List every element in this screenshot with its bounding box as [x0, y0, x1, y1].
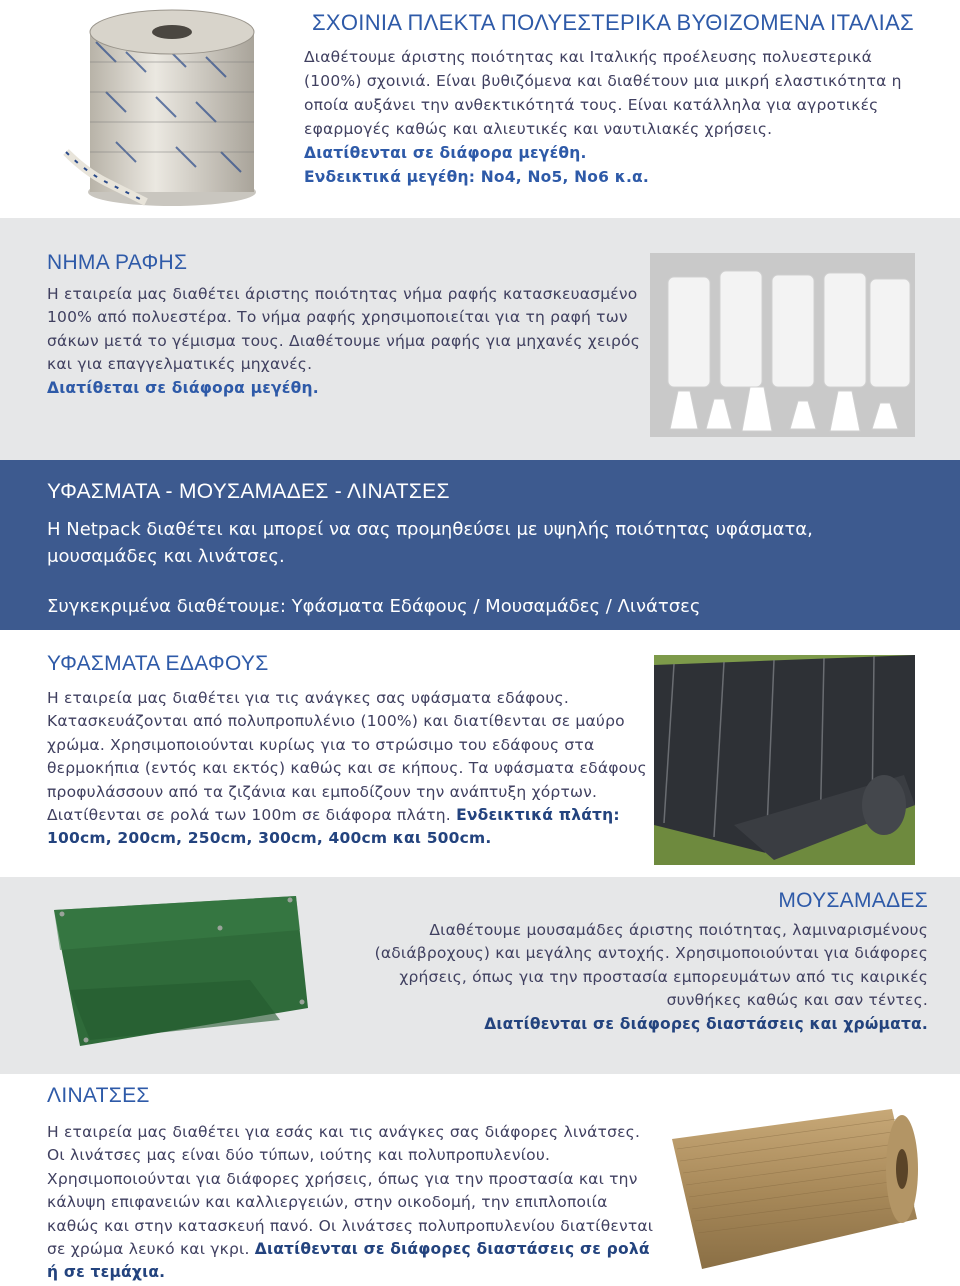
thread-availability: Διατίθεται σε διάφορα μεγέθη. [47, 378, 319, 397]
ground-widths: Ενδεικτικά πλάτη: 100cm, 200cm, 250cm, 300cm, 400cm και 500cm. [47, 806, 620, 848]
tarp-image [50, 890, 312, 1050]
rope-description-block [304, 45, 904, 189]
rope-availability: Διατίθενται σε διάφορα μεγέθη. [304, 144, 587, 162]
fabrics-banner [0, 460, 960, 630]
burlap-availability: Διατίθενται σε διάφορες διαστάσεις σε ρολά ή σε τεμάχια. [47, 1240, 650, 1282]
rope-spool-image [56, 2, 288, 212]
thread-description: Η εταιρεία μας διαθέτει άριστης ποιότητας νήμα ραφής κατασκευασμένο 100% από πολυεστέρα. Το νήμα ραφής χρησιμοποιείται για τη ραφή των σάκων μετά το γέμισμα τους. Διαθέτουμε νήμα ραφής για μηχανές χειρός και για επαγγελματικές μηχανές. [47, 285, 640, 374]
rope-section [0, 0, 960, 218]
thread-title: ΝΗΜΑ ΡΑΦΗΣ [47, 251, 188, 274]
thread-description-block [47, 283, 647, 400]
rope-title: ΣΧΟΙΝΙΑ ΠΛΕΚΤΑ ΠΟΛΥΕΣΤΕΡΙΚΑ ΒΥΘΙΖΟΜΕΝΑ ΙΤΑΛΙΑΣ [312, 10, 914, 35]
burlap-title: ΛΙΝΑΤΣΕΣ [47, 1084, 150, 1107]
thread-section [0, 218, 960, 460]
ground-cover-section [0, 630, 960, 877]
ground-description-block [47, 687, 647, 851]
fabrics-title: ΥΦΑΣΜΑΤΑ - ΜΟΥΣΑΜΑΔΕΣ - ΛΙΝΑΤΣΕΣ [47, 480, 450, 503]
ground-description: Η εταιρεία μας διαθέτει για τις ανάγκες σας υφάσματα εδάφους. Κατασκευάζονται από πολυπροπυλένιο (100%) και διατίθενται σε μαύρο χρώμα. Χρησιμοποιούνται κυρίως για το στρώσιμο του εδάφους στα θερμοκήπια (εντός και εκτός) καθώς και σε κήπους. Τα υφάσματα εδάφους προφυλάσσουν από τα ζιζάνια και εμποδίζουν την ανάπτυξη χόρτων. Διατίθενται σε ρολά των 100m σε διάφορα πλάτη. [47, 689, 647, 825]
burlap-description: Η εταιρεία μας διαθέτει για εσάς και τις ανάγκες σας διάφορες λινάτσες. Οι λινάτσες μας είναι δύο τύπων, ιούτης και πολυπροπυλενίου. Χρησιμοποιούνται για διάφορες χρήσεις, όπως για την προστασία και την κάλυψη επιφανειών και καλλιεργειών, στην οικοδομή, την επιπλοποιία καθώς και στην κατασκευή πανό. Οι λινάτσες πολυπροπυλενίου διατίθενται σε χρώμα λευκό και γκρι. [47, 1123, 654, 1259]
burlap-description-block [47, 1121, 657, 1285]
fabrics-specific: Συγκεκριμένα διαθέτουμε: Υφάσματα Εδάφους / Μουσαμάδες / Λινάτσες [47, 596, 701, 617]
fabrics-intro: Η Netpack διαθέτει και μπορεί να σας προμηθεύσει με υψηλής ποιότητας υφάσματα, μουσαμάδες και λινάτσες. [47, 519, 813, 567]
ground-cover-image [654, 655, 915, 865]
rope-description: Διαθέτουμε άριστης ποιότητας και Ιταλικής προέλευσης πολυεστερικά (100%) σχοινιά. Είναι βυθιζόμενα και διαθέτουν μια μικρή ελαστικότητα η οποία αυξάνει την ανθεκτικότητά τους. Είναι κατάλληλα για αγροτικές εφαρμογές καθώς και αλιευτικές και ναυτιλιακές χρήσεις. [304, 48, 902, 138]
tarps-description: Διαθέτουμε μουσαμάδες άριστης ποιότητας, λαμιναρισμένους (αδιάβροχους) και μεγάλης αντοχής. Χρησιμοποιούνται για διάφορες χρήσεις, όπως για την προστασία εμπορευμάτων από τις καιρικές συνθήκες καθώς και σαν τέντες. [374, 921, 928, 1010]
tarps-availability: Διατίθενται σε διάφορες διαστάσεις και χρώματα. [484, 1014, 928, 1033]
burlap-roll-image [662, 1099, 927, 1284]
tarps-section [0, 877, 960, 1074]
thread-cones-image [650, 253, 915, 437]
tarps-title: ΜΟΥΣΑΜΑΔΕΣ [778, 889, 928, 912]
tarps-description-block [368, 919, 928, 1036]
rope-sizes: Ενδεικτικά μεγέθη: Νο4, Νο5, Νο6 κ.α. [304, 168, 649, 186]
ground-title: ΥΦΑΣΜΑΤΑ ΕΔΑΦΟΥΣ [47, 652, 269, 675]
burlap-section [0, 1074, 960, 1286]
